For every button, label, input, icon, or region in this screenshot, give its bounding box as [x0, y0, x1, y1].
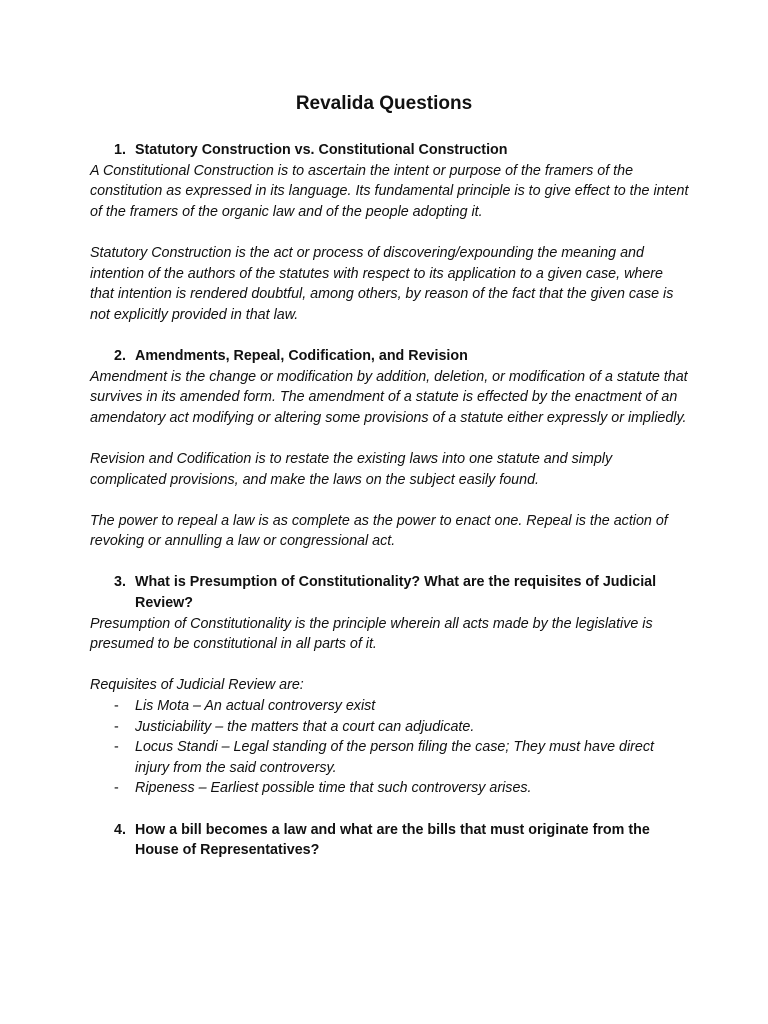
question-text: How a bill becomes a law and what are the bills that must originate from the House of Representatives? [135, 821, 650, 859]
question-text: Amendments, Repeal, Codification, and Revision [135, 347, 468, 364]
answer-paragraph: Revision and Codification is to restate the existing laws into one statute and simply complicated provisions, and make the laws on the subject easily found. [90, 450, 613, 488]
question-number: 1. [114, 142, 126, 158]
answer-paragraph: Amendment is the change or modification by addition, deletion, or modification of a statute that survives in its amended form. The amendment of a statute is effected by the enactment of an amendatory act modifying or altering some provisions of a statute either expressly or impliedly. [90, 368, 688, 426]
list-marker: - [114, 780, 119, 797]
list-item [114, 778, 690, 799]
answer-paragraph: A Constitutional Construction is to ascertain the intent or purpose of the framers of the constitution as expressed in its language. Its fundamental principle is to give effect to the intent of the framers of the organic law and of the people adopting it. [90, 162, 689, 220]
list-intro: Requisites of Judicial Review are: [90, 677, 304, 694]
question-1 [114, 140, 690, 161]
answer-paragraph: Statutory Construction is the act or process of discovering/expounding the meaning and intention of the authors of the statutes with respect to its application to a given case, where that intention is rendered doubtful, among others, by reason of the fact that the given case is not explicitly provided in that law. [90, 244, 674, 323]
question-text: Statutory Construction vs. Constitutional Construction [135, 142, 508, 158]
question-number: 3. [114, 574, 126, 591]
list-item-text: Justiciability – the matters that a court can adjudicate. [135, 718, 475, 735]
answer-paragraph: Presumption of Constitutionality is the principle wherein all acts made by the legislative is presumed to be constitutional in all parts of it. [90, 615, 653, 653]
question-number: 2. [114, 347, 126, 364]
requisites-list [90, 696, 690, 799]
document-body [90, 140, 690, 861]
list-item [114, 717, 690, 738]
list-marker: - [114, 739, 119, 756]
list-item-text: Ripeness – Earliest possible time that such controversy arises. [135, 780, 532, 797]
document-title: Revalida Questions [295, 93, 473, 114]
question-2 [114, 346, 690, 367]
answer-paragraph: The power to repeal a law is as complete as the power to enact one. Repeal is the action of revoking or annulling a law or congressional act. [90, 512, 668, 550]
question-3 [114, 572, 690, 613]
list-marker: - [114, 718, 119, 735]
list-marker: - [114, 698, 119, 715]
list-item-text: Locus Standi – Legal standing of the person filing the case; They must have direct injury from the said controversy. [135, 739, 654, 776]
list-item [114, 737, 690, 778]
question-number: 4. [114, 821, 126, 838]
question-text: What is Presumption of Constitutionality? What are the requisites of Judicial Review? [135, 574, 657, 612]
list-item-text: Lis Mota – An actual controversy exist [135, 698, 376, 715]
list-item [114, 696, 690, 717]
question-4 [114, 820, 690, 861]
